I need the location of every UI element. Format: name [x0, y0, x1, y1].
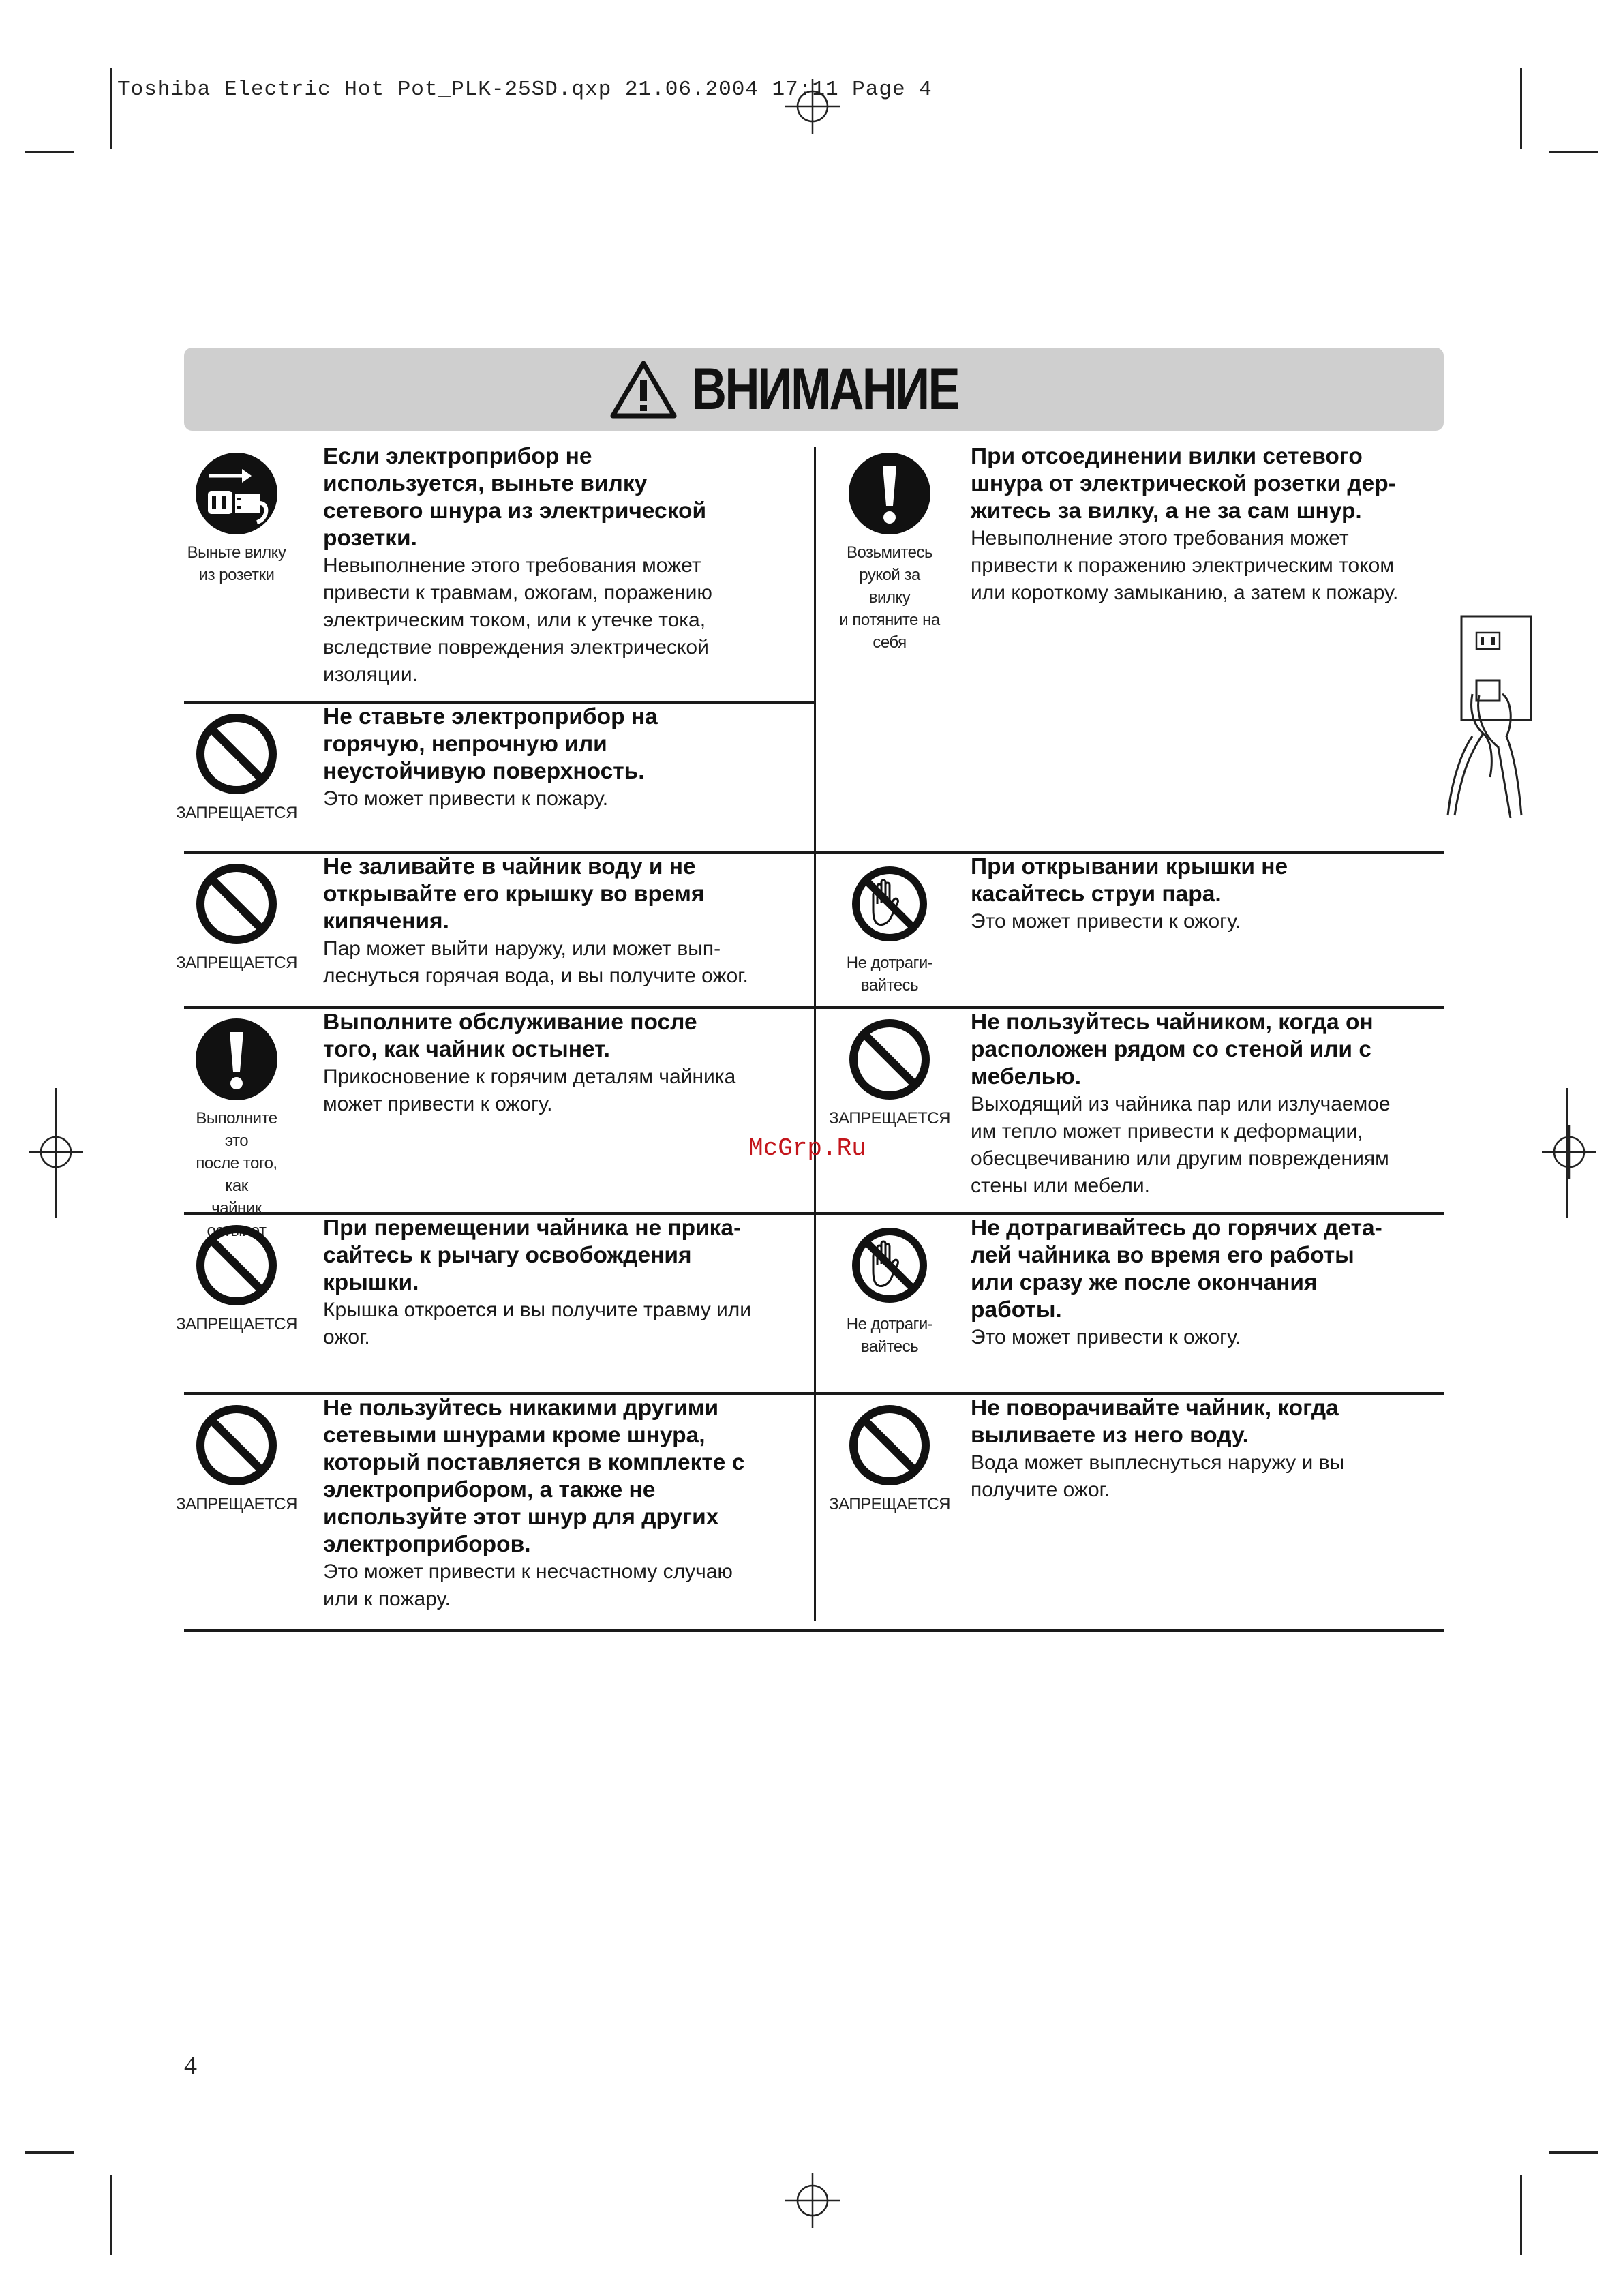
warning-item	[184, 443, 814, 701]
no-touch-hand-icon	[847, 862, 932, 946]
warning-item	[829, 1395, 1444, 1629]
warning-body: Пар может выйти наружу, или может вып- леснуться горячая вода, и вы получите ожог.	[323, 937, 748, 987]
warning-heading: При отсоединении вилки сетевого шнура от электрической розетки дер- житесь за вилку, а не за сам шнур.	[971, 444, 1396, 524]
icon-caption: ЗАПРЕЩАЕТСЯ	[829, 1495, 950, 1513]
warning-heading: Если электроприбор не используется, выньте вилку сетевого шнура из электрической розетки.	[323, 444, 707, 551]
warning-body: Выходящий из чайника пар или излучаемое им тепло может привести к деформации, обесцвечиванию или другим повреждениям стены или мебели.	[971, 1093, 1391, 1197]
warning-item	[829, 1009, 1444, 1212]
warning-body: Это может привести к пожару.	[323, 787, 609, 810]
warning-heading: При открывании крышки не касайтесь струи пара.	[971, 854, 1288, 907]
crop-mark	[1549, 2151, 1598, 2154]
prohibited-icon	[194, 1403, 279, 1487]
icon-caption: Возьмитесь рукой за вилку и потяните на себя	[839, 543, 940, 652]
file-slug: Toshiba Electric Hot Pot_PLK-25SD.qxp 21.06.2004 17:11 Page 4	[117, 78, 932, 102]
crop-mark	[1549, 151, 1598, 153]
exclamation-mandatory-icon	[194, 1017, 279, 1102]
warning-body: Крышка откроется и вы получите травму или ожог.	[323, 1299, 752, 1348]
banner-title: ВНИМАНИЕ	[692, 356, 959, 422]
prohibited-icon	[194, 862, 279, 946]
crop-mark	[110, 68, 112, 149]
crop-mark	[1520, 68, 1522, 149]
warning-banner	[184, 348, 1444, 431]
icon-caption: Выньте вилку из розетки	[187, 543, 286, 584]
warning-heading: Не дотрагивайтесь до горячих дета- лей чайника во время его работы или сразу же после окончания работы.	[971, 1215, 1382, 1323]
warning-item	[837, 854, 1444, 1006]
crop-mark	[25, 151, 74, 153]
registration-mark-icon	[1542, 1125, 1596, 1179]
warning-item	[837, 1215, 1444, 1392]
warning-heading: Не пользуйтесь чайником, когда он расположен рядом со стеной или с мебелью.	[971, 1010, 1374, 1089]
warning-triangle-icon	[610, 360, 677, 419]
crop-mark	[1520, 2175, 1522, 2255]
icon-caption: Выполните это после того, как чайник остынет	[196, 1109, 277, 1240]
warning-body: Невыполнение этого требования может привести к поражению электрическим током или короткому замыканию, а затем к пожару.	[971, 527, 1399, 604]
prohibited-icon	[847, 1017, 932, 1102]
crop-mark	[25, 2151, 74, 2154]
registration-mark-icon	[785, 2173, 840, 2228]
watermark: McGrp.Ru	[748, 1134, 866, 1162]
warning-body: Вода может выплеснуться наружу и вы получите ожог.	[971, 1451, 1345, 1501]
warning-item	[176, 704, 814, 851]
icon-caption: Не дотраги- вайтесь	[846, 954, 933, 995]
warning-item	[184, 1009, 814, 1240]
warning-body: Это может привести к несчастному случаю или к пожару.	[323, 1560, 733, 1610]
prohibited-icon	[847, 1403, 932, 1487]
warning-body: Невыполнение этого требования может привести к травмам, ожогам, поражению электрическим током, или к утечке тока, вследствие повреждения электрической изоляции.	[323, 554, 712, 686]
page-number: 4	[184, 2051, 197, 2080]
icon-caption: ЗАПРЕЩАЕТСЯ	[176, 1315, 297, 1333]
icon-caption: ЗАПРЕЩАЕТСЯ	[176, 1495, 297, 1513]
warning-body: Это может привести к ожогу.	[971, 1326, 1241, 1348]
exclamation-mandatory-icon	[847, 451, 932, 536]
warning-item	[176, 1395, 814, 1629]
crop-mark	[1566, 1088, 1568, 1218]
registration-mark-icon	[785, 79, 840, 134]
column-divider	[814, 447, 816, 1621]
prohibited-icon	[194, 712, 279, 796]
warning-body: Прикосновение к горячим деталям чайника может привести к ожогу.	[323, 1066, 736, 1115]
crop-mark	[55, 1088, 57, 1218]
icon-caption: ЗАПРЕЩАЕТСЯ	[176, 804, 297, 822]
warnings-table	[176, 443, 1444, 1633]
warning-body: Это может привести к ожогу.	[971, 910, 1241, 933]
warning-item	[176, 1215, 814, 1392]
hand-holding-plug-illustration	[1445, 614, 1541, 818]
icon-caption: ЗАПРЕЩАЕТСЯ	[176, 954, 297, 972]
prohibited-icon	[194, 1223, 279, 1308]
warning-item	[837, 443, 1444, 851]
row-divider	[184, 1629, 1444, 1632]
warning-heading: Не поворачивайте чайник, когда выливаете из него воду.	[971, 1395, 1339, 1448]
unplug-icon	[194, 451, 279, 536]
warning-heading: Не ставьте электроприбор на горячую, непрочную или неустойчивую поверхность.	[323, 704, 658, 784]
warning-item	[176, 854, 814, 1006]
warning-heading: Не заливайте в чайник воду и не открывайте его крышку во время кипячения.	[323, 854, 705, 934]
icon-caption: ЗАПРЕЩАЕТСЯ	[829, 1109, 950, 1128]
warning-heading: При перемещении чайника не прика- сайтесь к рычагу освобождения крышки.	[323, 1215, 742, 1295]
warning-heading: Не пользуйтесь никакими другими сетевыми шнурами кроме шнура, который поставляется в комплекте с электроприбором, а также не используйте этот шнур для других электроприборов.	[323, 1395, 745, 1557]
no-touch-hand-icon	[847, 1223, 932, 1308]
crop-mark	[110, 2175, 112, 2255]
warning-heading: Выполните обслуживание после того, как чайник остынет.	[323, 1010, 697, 1062]
icon-caption: Не дотраги- вайтесь	[846, 1315, 933, 1356]
